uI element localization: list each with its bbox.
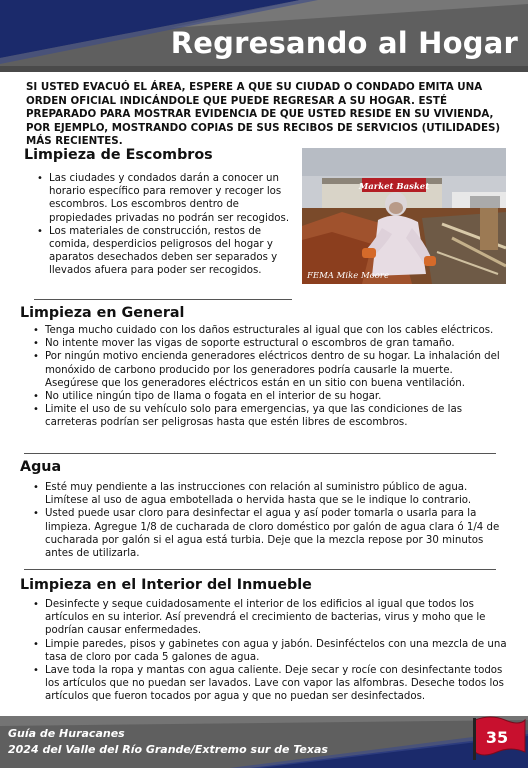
debris-list xyxy=(36,172,290,278)
page-footer xyxy=(0,716,528,768)
list-item: • Usted puede usar cloro para desinfectar el agua y así poder tomarla o usarla para la limpieza. Agregue 1/8 de cucharada de cloro doméstico por galón de agua clara ó 1/4 de cucharada por galón si el agua está turbia. Deje que la mezcla repose por 30 minutos antes de utilizarla. xyxy=(32,507,508,560)
list-item: • Desinfecte y seque cuidadosamente el interior de los edificios al igual que todos los artículos en su interior. Así prevendrá el crecimiento de bacterias, virus y moho que le podrían causar enfermedades. xyxy=(32,598,508,638)
page-header xyxy=(0,0,528,72)
photo-illustration xyxy=(302,148,506,284)
photo-credit: FEMA Mike Moore xyxy=(307,271,389,281)
list-item: • Lave toda la ropa y mantas con agua caliente. Deje secar y rocíe con desinfectante todos los artículos que no puedan ser lavados. Lave con vapor las alfombras. Deseche todos los artículos que fueron tocados por agua y que no puedan ser desinfectados. xyxy=(32,664,508,704)
water-list xyxy=(32,481,508,560)
section-title-water: Agua xyxy=(20,459,62,475)
list-item: • Esté muy pendiente a las instrucciones con relación al suministro público de agua. Limítese al uso de agua embotellada o hervida hasta que se le indique lo contrario. xyxy=(32,481,508,507)
footer-line-2: 2024 del Valle del Río Grande/Extremo sur de Texas xyxy=(8,743,328,756)
divider xyxy=(34,299,292,300)
divider xyxy=(24,569,496,570)
list-item: • No intente mover las vigas de soporte estructural o escombros de gran tamaño. xyxy=(32,337,508,350)
section-title-general-cleanup: Limpieza en General xyxy=(20,305,185,321)
footer-line-1: Guía de Huracanes xyxy=(8,727,125,740)
list-item: • Limpie paredes, pisos y gabinetes con agua y jabón. Desinféctelos con una mezcla de una tasa de cloro por cada 5 galones de agua. xyxy=(32,638,508,664)
list-item: • Los materiales de construcción, restos de comida, desperdicios peligrosos del hogar y aparatos desechados deben ser separados y llevados afuera para poder ser recogidos. xyxy=(36,225,290,278)
list-item: • Limite el uso de su vehículo solo para emergencias, ya que las condiciones de las carreteras podrían ser peligrosas hasta que estén libres de escombros. xyxy=(32,403,508,429)
section-title-interior-cleanup: Limpieza en el Interior del Inmueble xyxy=(20,577,312,593)
cleanup-photo xyxy=(302,148,506,284)
divider xyxy=(24,453,496,454)
list-item: • Las ciudades y condados darán a conocer un horario específico para remover y recoger los escombros. Los escombros dentro de propiedades privadas no podrán ser recogidos. xyxy=(36,172,290,225)
intro-paragraph: SI USTED EVACUÓ EL ÁREA, ESPERE A QUE SU CIUDAD O CONDADO EMITA UNA ORDEN OFICIAL INDICÁNDOLE QUE PUEDE REGRESAR A SU HOGAR. ESTÉ PREPARADO PARA MOSTRAR EVIDENCIA DE QUE USTED RESIDE EN SU VIVIENDA, POR EJEMPLO, MOSTRANDO COPIAS DE SUS RECIBOS DE SERVICIOS (UTILIDADES) MÁS RECIENTES. xyxy=(26,81,501,148)
interior-cleanup-list xyxy=(32,598,508,704)
list-item: • Por ningún motivo encienda generadores eléctricos dentro de su hogar. La inhalación del monóxido de carbono producido por los generadores podría causarle la muerte. Asegúrese que los generadores eléctricos están en un sitio con buena ventilación. xyxy=(32,350,508,390)
list-item: • Tenga mucho cuidado con los daños estructurales al igual que con los cables eléctricos. xyxy=(32,324,508,337)
page-title: Regresando al Hogar xyxy=(170,26,518,60)
general-cleanup-list xyxy=(32,324,508,430)
section-title-debris: Limpieza de Escombros xyxy=(24,147,213,163)
footer-text xyxy=(8,726,328,758)
store-sign-text: Market Basket xyxy=(358,182,430,192)
list-item: • No utilice ningún tipo de llama o fogata en el interior de su hogar. xyxy=(32,390,508,403)
page-number: 35 xyxy=(485,728,509,747)
